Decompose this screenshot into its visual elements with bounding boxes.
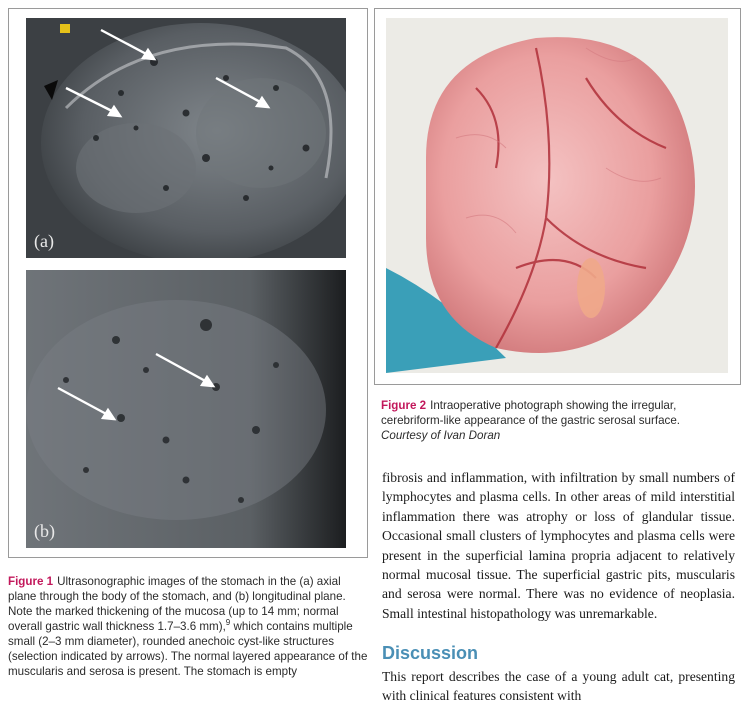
figure-2-label: Figure 2 — [381, 399, 427, 412]
section-heading-discussion: Discussion — [382, 643, 479, 663]
figure-1-caption-text: Ultrasonographic images of the stomach in the (a) axial plane through the body of the stomach, and (b) longitudinal plane. Note the marked thickening of the mucosa (up to 14 mm; normal overall gastric wall thickness 1.7–3.6 mm), — [8, 575, 346, 633]
reference-superscript: 9 — [225, 618, 231, 628]
panel-b-label: (b) — [34, 521, 55, 541]
ultrasound-longitudinal-graphic — [26, 270, 346, 548]
stomach-photo-graphic — [386, 18, 728, 373]
figure-2-caption — [381, 398, 736, 443]
discussion-paragraph: This report describes the case of a young adult cat, presenting with clinical features consistent with — [382, 669, 735, 704]
figure-2-caption-text: Intraoperative photograph showing the irregular, cerebriform-like appearance of the gastric serosal surface. — [381, 399, 680, 427]
panel-a-label: (a) — [34, 231, 54, 251]
ultrasound-image-longitudinal — [26, 270, 346, 548]
photo-courtesy: Courtesy of Ivan Doran — [381, 429, 501, 442]
figure-1-caption — [8, 574, 368, 679]
figure-1-label: Figure 1 — [8, 575, 54, 588]
figure-1-caption-text-continued: which contains multiple small (2–3 mm diameter), rounded anechoic cyst-like structures (selection indicated by arrows). The normal layered appearance of the muscularis and serosa is present. The stomach is empty — [8, 620, 368, 678]
intraoperative-photo — [386, 18, 728, 373]
ultrasound-axial-graphic — [26, 18, 346, 258]
ultrasound-image-axial — [26, 18, 346, 258]
body-paragraph: fibrosis and inflammation, with infiltration by small numbers of lymphocytes and plasma cells. In other areas of mild interstitial inflammation there was atrophy or loss of glandular tissue. Occasional small clusters of lymphocytes and plasma cells were present in the superficial lamina propria adjacent to relatively normal mucosal tissue. The superficial gastric pits, muscularis and serosa were normal. There was no evidence of neoplasia. Small intestinal histopathology was unremarkable. — [382, 470, 735, 621]
